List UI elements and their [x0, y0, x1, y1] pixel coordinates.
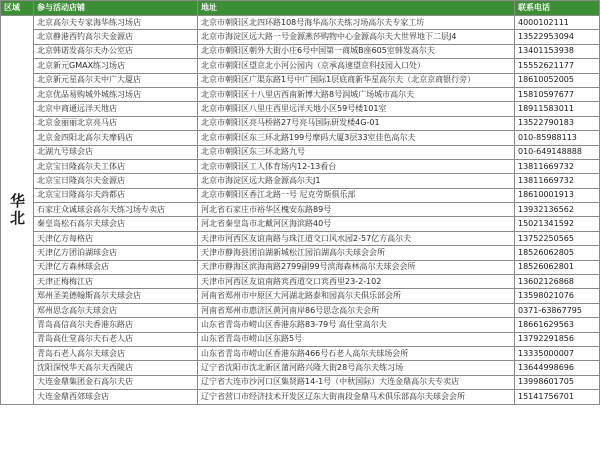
store-cell: 北京静港西钓高尔夫金源店	[34, 30, 198, 44]
store-cell: 沈阳深悦华天高尔夫西陵店	[34, 361, 198, 375]
phone-cell: 13932136562	[515, 203, 600, 217]
address-cell: 天津市河西区友谊南路与珠江道交口风水园2-57亿方高尔夫	[198, 231, 515, 245]
address-cell: 北京市朝阳区望京北小河公园内（京承高速望京科技园入口处）	[198, 59, 515, 73]
store-cell: 北湖九号球会店	[34, 145, 198, 159]
table-row	[1, 159, 600, 173]
store-cell: 大连金鼎集团金石高尔夫店	[34, 375, 198, 389]
table-row	[1, 73, 600, 87]
phone-cell: 13792291856	[515, 332, 600, 346]
phone-cell: 13602126868	[515, 275, 600, 289]
table-row	[1, 260, 600, 274]
phone-cell: 13522790183	[515, 116, 600, 130]
table-row	[1, 87, 600, 101]
store-cell: 青岛石老人高尔夫球会店	[34, 346, 198, 360]
phone-cell: 13998601705	[515, 375, 600, 389]
store-cell: 北京宝日隆高尔夫金源店	[34, 174, 198, 188]
header-region: 区域	[1, 1, 34, 16]
store-cell: 北京高尔夫专家海华练习场店	[34, 16, 198, 30]
address-cell: 河北省秦皇岛市北戴河区海滨路40号	[198, 217, 515, 231]
address-cell: 河南省郑州市惠济区黄河南岸86号思念高尔夫会所	[198, 303, 515, 317]
address-cell: 北京市朝阳区工人体育场内12-13看台	[198, 159, 515, 173]
store-cell: 北京中商通远洋天地店	[34, 102, 198, 116]
table-row	[1, 145, 600, 159]
phone-cell: 13752250565	[515, 231, 600, 245]
phone-cell: 010-85988113	[515, 131, 600, 145]
address-cell: 辽宁省大连市沙河口区集贤路14-1号（中秋国际）大连金鼎高尔夫专卖店	[198, 375, 515, 389]
store-cell: 北京新元星高尔夫中广大厦店	[34, 73, 198, 87]
address-cell: 北京市朝阳区广渠东路1号中广国际1层底商新华星高尔夫（北京京商银行旁）	[198, 73, 515, 87]
store-cell: 北京金丽丽北京亮马店	[34, 116, 198, 130]
store-cell: 石家庄众诚球会高尔夫练习场专卖店	[34, 203, 198, 217]
phone-cell: 13401153938	[515, 44, 600, 58]
address-cell: 北京市朝阳区十八里店西南新博大路8号润城广场城市高尔夫	[198, 87, 515, 101]
table-row	[1, 332, 600, 346]
table-row	[1, 231, 600, 245]
table-row	[1, 188, 600, 202]
region-cell: 华北	[1, 16, 34, 405]
address-cell: 河南省郑州市中原区大河湖北路泰和园高尔夫俱乐部会所	[198, 289, 515, 303]
phone-cell: 13335000007	[515, 346, 600, 360]
address-cell: 北京市海淀区远大路金源高尔夫J1	[198, 174, 515, 188]
address-cell: 山东省青岛市崂山区东路5号	[198, 332, 515, 346]
table-row	[1, 16, 600, 30]
store-cell: 天津亿方森林球会店	[34, 260, 198, 274]
store-cell: 天津正梅梅江店	[34, 275, 198, 289]
table-row	[1, 102, 600, 116]
store-cell: 青岛高信高尔夫香港东路店	[34, 318, 198, 332]
address-cell: 北京市朝阳区朝外大街小庄6号中国第一商城B座605室韩发高尔夫	[198, 44, 515, 58]
address-cell: 辽宁省营口市经济技术开发区辽东大街南段金鼎马术俱乐部高尔夫球会会所	[198, 390, 515, 404]
header-address: 地址	[198, 1, 515, 16]
store-cell: 北京新元GMAX练习场店	[34, 59, 198, 73]
address-cell: 天津市静海区滨海南路2799副99号滨海森林高尔夫球会会所	[198, 260, 515, 274]
address-cell: 河北省石家庄市裕华区槐安东路89号	[198, 203, 515, 217]
address-cell: 北京市朝阳区亮马桥路27号亮马国际研发楼4G-01	[198, 116, 515, 130]
address-cell: 北京市朝阳区香江北路一号 尼克劳斯俱乐部	[198, 188, 515, 202]
phone-cell: 15810597677	[515, 87, 600, 101]
store-cell: 秦皇岛松石高尔夫球会店	[34, 217, 198, 231]
table-row	[1, 375, 600, 389]
address-cell: 辽宁省沈阳市沈北新区蒲河路兴隆大街28号高尔夫练习场	[198, 361, 515, 375]
phone-cell: 18610052005	[515, 73, 600, 87]
phone-cell: 15021341592	[515, 217, 600, 231]
store-cell: 郑州圣美德翰斯高尔夫球会店	[34, 289, 198, 303]
table-row	[1, 203, 600, 217]
address-cell: 天津市静海县团泊湖新城松江园泊湖高尔夫球会会所	[198, 246, 515, 260]
store-cell: 北京韩诺发高尔夫办公室店	[34, 44, 198, 58]
table-row	[1, 30, 600, 44]
phone-cell: 0371-63867795	[515, 303, 600, 317]
table-row	[1, 44, 600, 58]
phone-cell: 13598021076	[515, 289, 600, 303]
address-cell: 北京市朝阳区东三环北路九号	[198, 145, 515, 159]
phone-cell: 13644998696	[515, 361, 600, 375]
phone-cell: 18911583011	[515, 102, 600, 116]
header-phone: 联系电话	[515, 1, 600, 16]
phone-cell: 15141756701	[515, 390, 600, 404]
phone-cell: 13811669732	[515, 174, 600, 188]
phone-cell: 4000102111	[515, 16, 600, 30]
table-row	[1, 275, 600, 289]
table-row	[1, 289, 600, 303]
address-cell: 山东省青岛市崂山区香港东路466号石老人高尔夫球场会所	[198, 346, 515, 360]
address-cell: 山东省青岛市崂山区香港东路83-79号 高仕堂高尔夫	[198, 318, 515, 332]
phone-cell: 18661629563	[515, 318, 600, 332]
table-row	[1, 217, 600, 231]
phone-cell: 13522953094	[515, 30, 600, 44]
phone-cell: 18526062801	[515, 260, 600, 274]
store-cell: 北京金四阳北高尔夫摩码店	[34, 131, 198, 145]
table-row	[1, 361, 600, 375]
store-cell: 北京优品易购城外城练习场店	[34, 87, 198, 101]
table-row	[1, 246, 600, 260]
table-row	[1, 303, 600, 317]
store-cell: 大连金鼎西郊球会店	[34, 390, 198, 404]
store-cell: 天津亿方团泊湖球会店	[34, 246, 198, 260]
phone-cell: 13811669732	[515, 159, 600, 173]
phone-cell: 15552621177	[515, 59, 600, 73]
phone-cell: 18610001913	[515, 188, 600, 202]
table-row	[1, 346, 600, 360]
table-header-row	[1, 1, 600, 16]
address-cell: 北京市朝阳区北四环路108号海华高尔夫练习场高尔夫专家工坊	[198, 16, 515, 30]
store-cell: 郑州思念高尔夫球会店	[34, 303, 198, 317]
store-cell: 北京宝日隆高尔夫工体店	[34, 159, 198, 173]
table-row	[1, 174, 600, 188]
address-cell: 北京市朝阳区东三环北路199号摩码大厦3层33室佳色高尔夫	[198, 131, 515, 145]
store-cell: 天津亿方每格店	[34, 231, 198, 245]
table-row	[1, 318, 600, 332]
phone-cell: 010-649148888	[515, 145, 600, 159]
table-row	[1, 116, 600, 130]
table-row	[1, 131, 600, 145]
phone-cell: 18526062805	[515, 246, 600, 260]
address-cell: 北京市朝阳区八里庄西里远洋天地小区59号楼101室	[198, 102, 515, 116]
store-cell: 青岛高仕堂高尔夫石老人店	[34, 332, 198, 346]
table-row	[1, 59, 600, 73]
table-row	[1, 390, 600, 404]
store-cell: 北京宝日隆高尔夫尚都店	[34, 188, 198, 202]
address-cell: 北京市海淀区远大路一号金源燕莎购物中心金源高尔夫大世界地下二层J4	[198, 30, 515, 44]
address-cell: 天津市河西区友谊南路宾西道交口宾西里23-2-102	[198, 275, 515, 289]
header-store: 参与活动店铺	[34, 1, 198, 16]
